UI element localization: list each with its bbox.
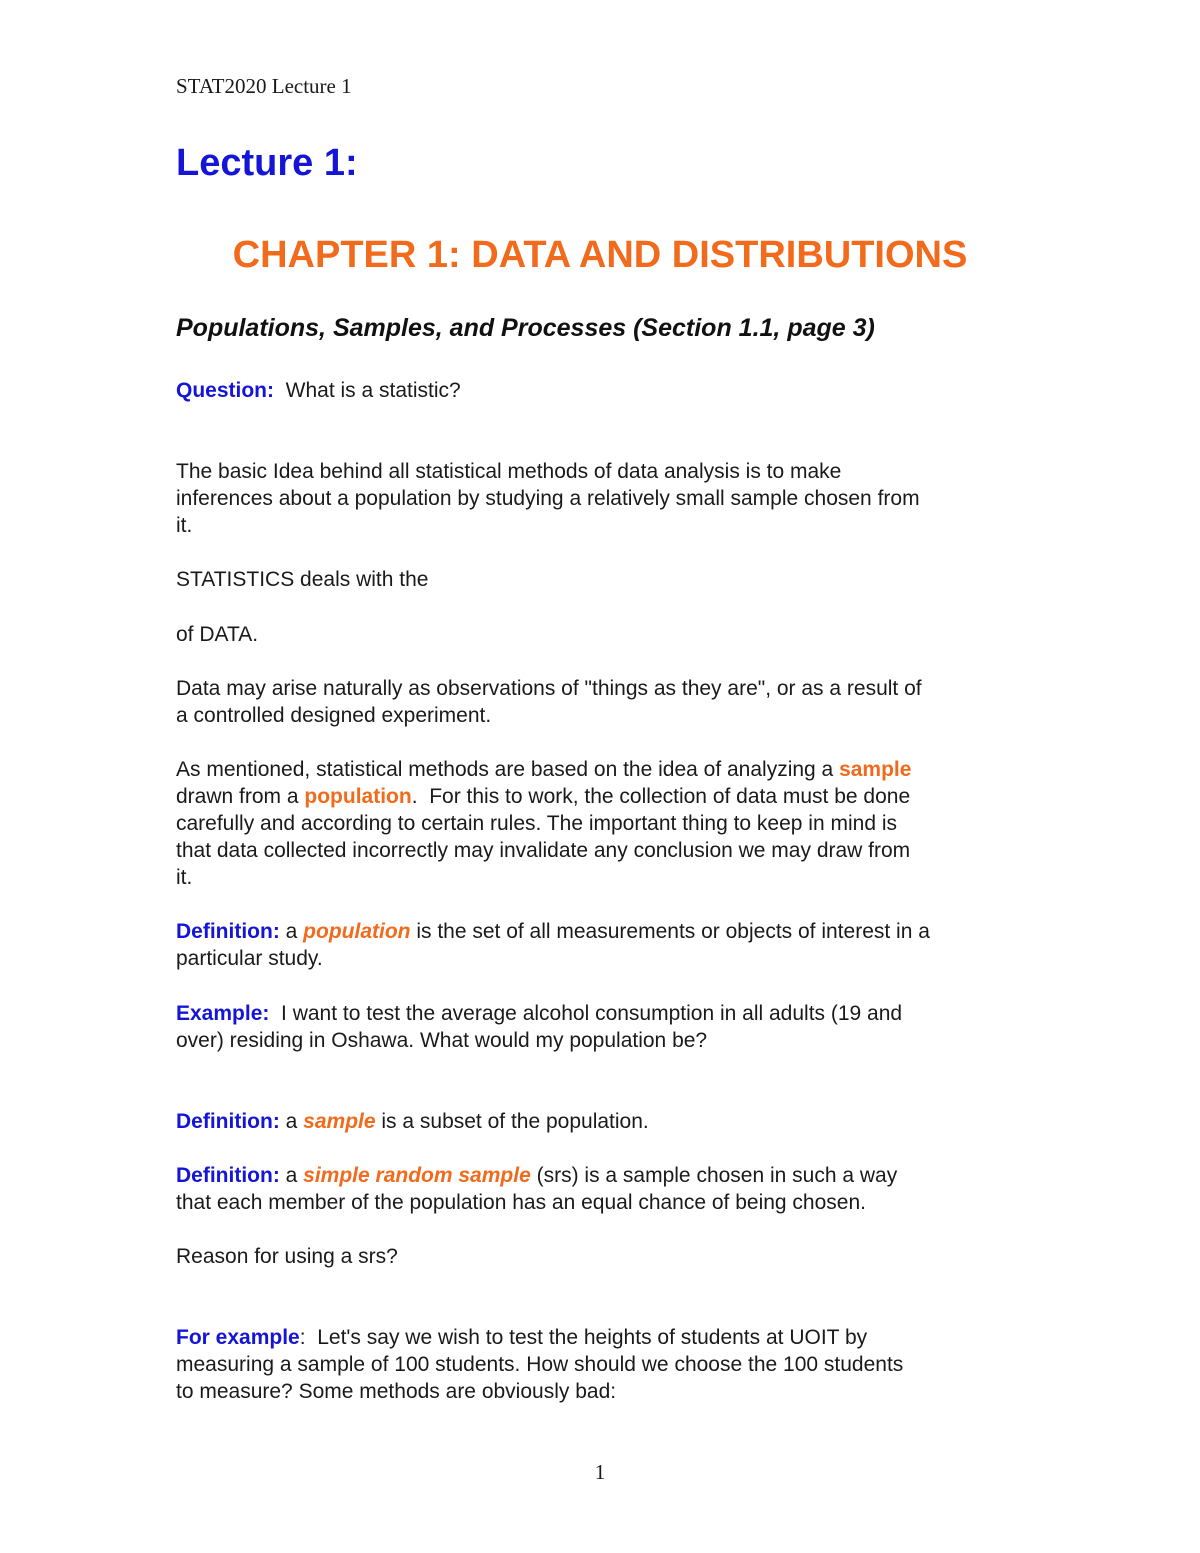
definition-population-paragraph: [176, 918, 1036, 972]
population-term: population: [303, 920, 411, 943]
simple-random-sample-term: simple random sample: [303, 1164, 531, 1187]
definition-post: is a subset of the population.: [375, 1110, 649, 1133]
for-example-paragraph: [176, 1324, 1036, 1405]
basic-idea-line-1: The basic Idea behind all statistical methods of data analysis is to make: [176, 460, 842, 483]
example-line-2: over) residing in Oshawa. What would my population be?: [176, 1029, 708, 1052]
sample-keyword: sample: [839, 758, 912, 781]
example-paragraph: [176, 1000, 1036, 1054]
definition-post: (srs) is a sample chosen in such a way: [530, 1164, 898, 1187]
mentioned-line-3: carefully and according to certain rules. The important thing to keep in mind is: [176, 812, 897, 835]
data-arise-line-2: a controlled designed experiment.: [176, 704, 492, 727]
population-keyword: population: [304, 785, 412, 808]
definition-post: is the set of all measurements or objects of interest in a: [410, 920, 930, 943]
for-example-text-1: : Let's say we wish to test the heights of students at UOIT by: [299, 1326, 868, 1349]
mentioned-paragraph: [176, 756, 1036, 891]
definition-srs-line-2: that each member of the population has an equal chance of being chosen.: [176, 1191, 866, 1214]
mentioned-line-5: it.: [176, 866, 193, 889]
example-label: Example:: [176, 1002, 270, 1025]
mentioned-part-1: As mentioned, statistical methods are based on the idea of analyzing a: [176, 758, 840, 781]
for-example-label: For example: [176, 1326, 300, 1349]
definition-label: Definition:: [176, 1110, 280, 1133]
definition-pre: a: [279, 1110, 304, 1133]
definition-label: Definition:: [176, 1164, 280, 1187]
reason-paragraph: Reason for using a srs?: [176, 1245, 398, 1268]
definition-pre: a: [279, 1164, 304, 1187]
basic-idea-paragraph: [176, 458, 1036, 539]
question-text: What is a statistic?: [274, 379, 461, 402]
mentioned-part-3: . For this to work, the collection of data must be done: [411, 785, 911, 808]
question-paragraph: [176, 377, 1036, 404]
definition-pre: a: [279, 920, 304, 943]
data-arise-line-1: Data may arise naturally as observations of "things as they are", or as a result of: [176, 677, 922, 700]
chapter-title: CHAPTER 1: DATA AND DISTRIBUTIONS: [232, 234, 968, 276]
definition-population-line-2: particular study.: [176, 947, 323, 970]
for-example-line-2: measuring a sample of 100 students. How should we choose the 100 students: [176, 1353, 904, 1376]
for-example-line-3: to measure? Some methods are obviously bad:: [176, 1380, 617, 1403]
mentioned-line-4: that data collected incorrectly may invalidate any conclusion we may draw from: [176, 839, 911, 862]
sample-term: sample: [303, 1110, 376, 1133]
data-arise-paragraph: [176, 675, 1036, 729]
basic-idea-line-3: it.: [176, 514, 193, 537]
statistics-deals-paragraph: STATISTICS deals with the: [176, 568, 429, 591]
page-header: STAT2020 Lecture 1: [176, 74, 352, 98]
lecture-title: Lecture 1:: [176, 142, 358, 184]
section-title: Populations, Samples, and Processes (Section 1.1, page 3): [176, 314, 875, 342]
definition-srs-paragraph: [176, 1162, 1036, 1216]
mentioned-part-2: drawn from a: [176, 785, 305, 808]
page-number: 1: [594, 1460, 606, 1484]
definition-sample-paragraph: [176, 1108, 1036, 1135]
definition-label: Definition:: [176, 920, 280, 943]
basic-idea-line-2: inferences about a population by studying a relatively small sample chosen from: [176, 487, 920, 510]
example-text-1: I want to test the average alcohol consumption in all adults (19 and: [269, 1002, 903, 1025]
question-label: Question:: [176, 379, 274, 402]
of-data-paragraph: of DATA.: [176, 623, 259, 646]
